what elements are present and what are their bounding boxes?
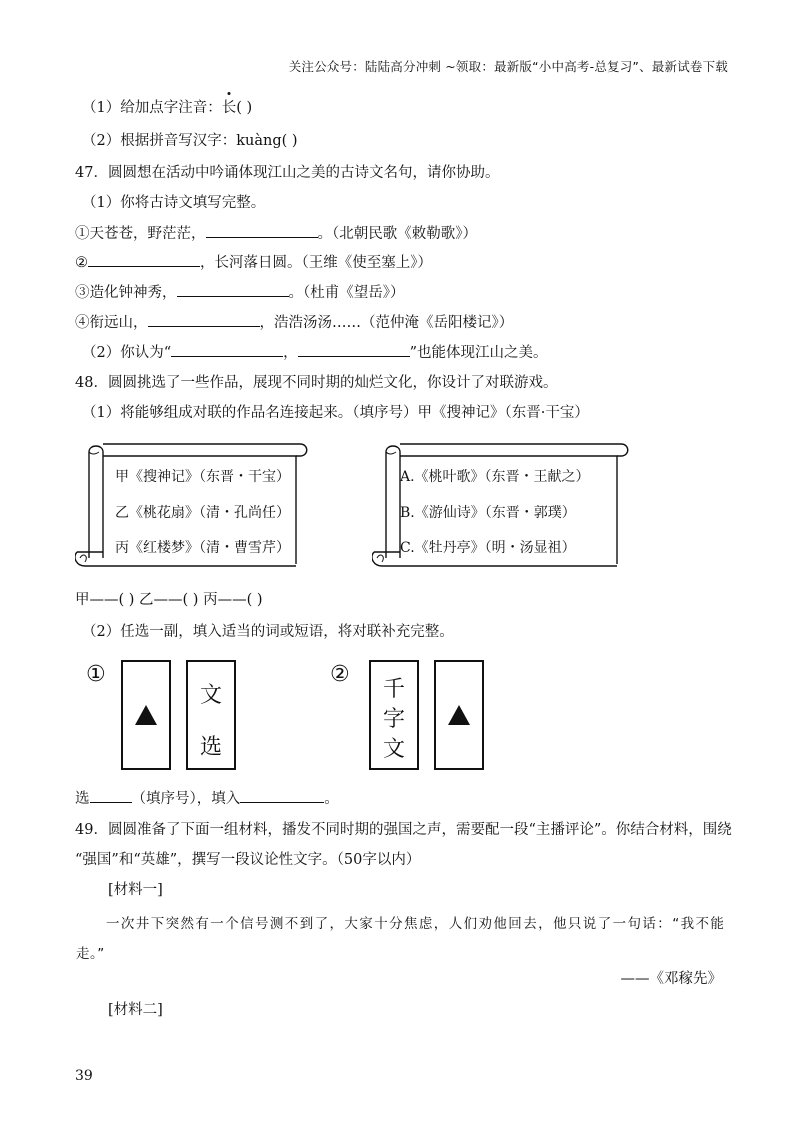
q46-part1: [82, 98, 252, 118]
q47-sub2: （2）你认为“ ， ”也能体现江山之美。: [82, 342, 548, 363]
q46-part2: （2）根据拼音写汉字：kuàng( ): [82, 133, 298, 149]
couplet1-char: 文: [199, 683, 222, 708]
q48-match-line[interactable]: 甲——( ) 乙——( ) 丙——( ): [75, 592, 263, 608]
q48-fill-line: 选 （填序号），填入 。: [75, 788, 339, 809]
couplet2-char: 千: [382, 677, 405, 702]
left-scroll: [75, 440, 311, 568]
triangle-icon: [448, 705, 470, 725]
q47-blank1[interactable]: [206, 223, 318, 238]
q47-line2: ② ，长河落日圆。（王维《使至塞上》）: [75, 252, 432, 273]
page-number: 39: [75, 1068, 93, 1084]
q47-line1: ①天苍苍，野茫茫， 。（北朝民歌《敕勒歌》）: [75, 223, 477, 244]
q47-line3: ③造化钟神秀， 。（杜甫《望岳》）: [75, 282, 405, 303]
q49-stem-line1: 49．圆圆准备了下面一组材料，播发不同时期的强国之声，需要配一段“主播评论”。你结合材料，围绕: [75, 822, 732, 838]
material2-label: [材料二]: [108, 1002, 163, 1018]
couplet2-blank-box[interactable]: [434, 660, 484, 770]
right-item-a: A.《桃叶歌》（东晋・王献之）: [400, 469, 590, 485]
q48-sub1: （1）将能够组成对联的作品名连接起来。（填序号）甲《搜神记》（东晋·干宝）: [82, 405, 589, 421]
right-item-b: B.《游仙诗》（东晋・郭璞）: [400, 505, 576, 521]
right-scroll: [372, 440, 632, 568]
left-item-yi: 乙《桃花扇》（清・孔尚任）: [115, 505, 290, 521]
left-item-bing: 丙《红楼梦》（清・曹雪芹）: [115, 540, 290, 556]
material1-line1: 一次井下突然有一个信号测不到了，大家十分焦虑，人们劝他回去，他只说了一句话：“我不能: [106, 916, 726, 932]
couplet1-char: 选: [199, 735, 222, 760]
q47-stem: 47．圆圆想在活动中吟诵体现江山之美的古诗文名句，请你协助。: [75, 165, 500, 181]
couplet2-text-box: [369, 660, 419, 770]
couplet1-number: ①: [86, 662, 106, 687]
page-header: 关注公众号：陆陆高分冲刺 ~领取：最新版“小中高考-总复习”、最新试卷下载: [288, 59, 728, 74]
triangle-icon: [135, 705, 157, 725]
material1-source: ——《邓稼先》: [620, 971, 722, 987]
q48-sub2: （2）任选一副，填入适当的词或短语，将对联补充完整。: [82, 624, 454, 640]
material1-label: [材料一]: [108, 882, 163, 898]
q47-blank2[interactable]: [88, 252, 200, 267]
left-item-jia: 甲《搜神记》（东晋・干宝）: [115, 469, 290, 485]
q47-line4: ④衔远山， ，浩浩汤汤……（范仲淹《岳阳楼记》）: [75, 312, 513, 333]
material1-line2: 走。”: [76, 946, 105, 962]
q47-blank5[interactable]: [171, 342, 283, 357]
couplet2-char: 字: [382, 707, 405, 732]
couplet1-text-box: [186, 660, 236, 770]
q46-part1-prefix: （1）给加点字注音：: [82, 100, 222, 116]
couplet1-blank-box[interactable]: [121, 660, 171, 770]
q49-stem-line2: “强国”和“英雄”，撰写一段议论性文字。（50字以内）: [75, 852, 421, 868]
q47-blank4[interactable]: [148, 312, 260, 327]
q47-blank6[interactable]: [298, 342, 410, 357]
dotted-char: 长: [222, 98, 237, 118]
q47-sub1: （1）你将古诗文填写完整。: [82, 195, 266, 211]
q48-choice-blank[interactable]: [90, 788, 132, 803]
couplet2-char: 文: [382, 737, 405, 762]
q47-blank3[interactable]: [177, 282, 289, 297]
q48-answer-blank[interactable]: [240, 788, 324, 803]
emphasis-dot-icon: [227, 92, 230, 95]
right-item-c: C.《牡丹亭》（明・汤显祖）: [400, 540, 576, 556]
q48-stem: 48．圆圆挑选了一些作品，展现不同时期的灿烂文化，你设计了对联游戏。: [75, 375, 558, 391]
couplet2-number: ②: [330, 662, 350, 687]
q46-part1-answer[interactable]: ( ): [236, 100, 253, 116]
